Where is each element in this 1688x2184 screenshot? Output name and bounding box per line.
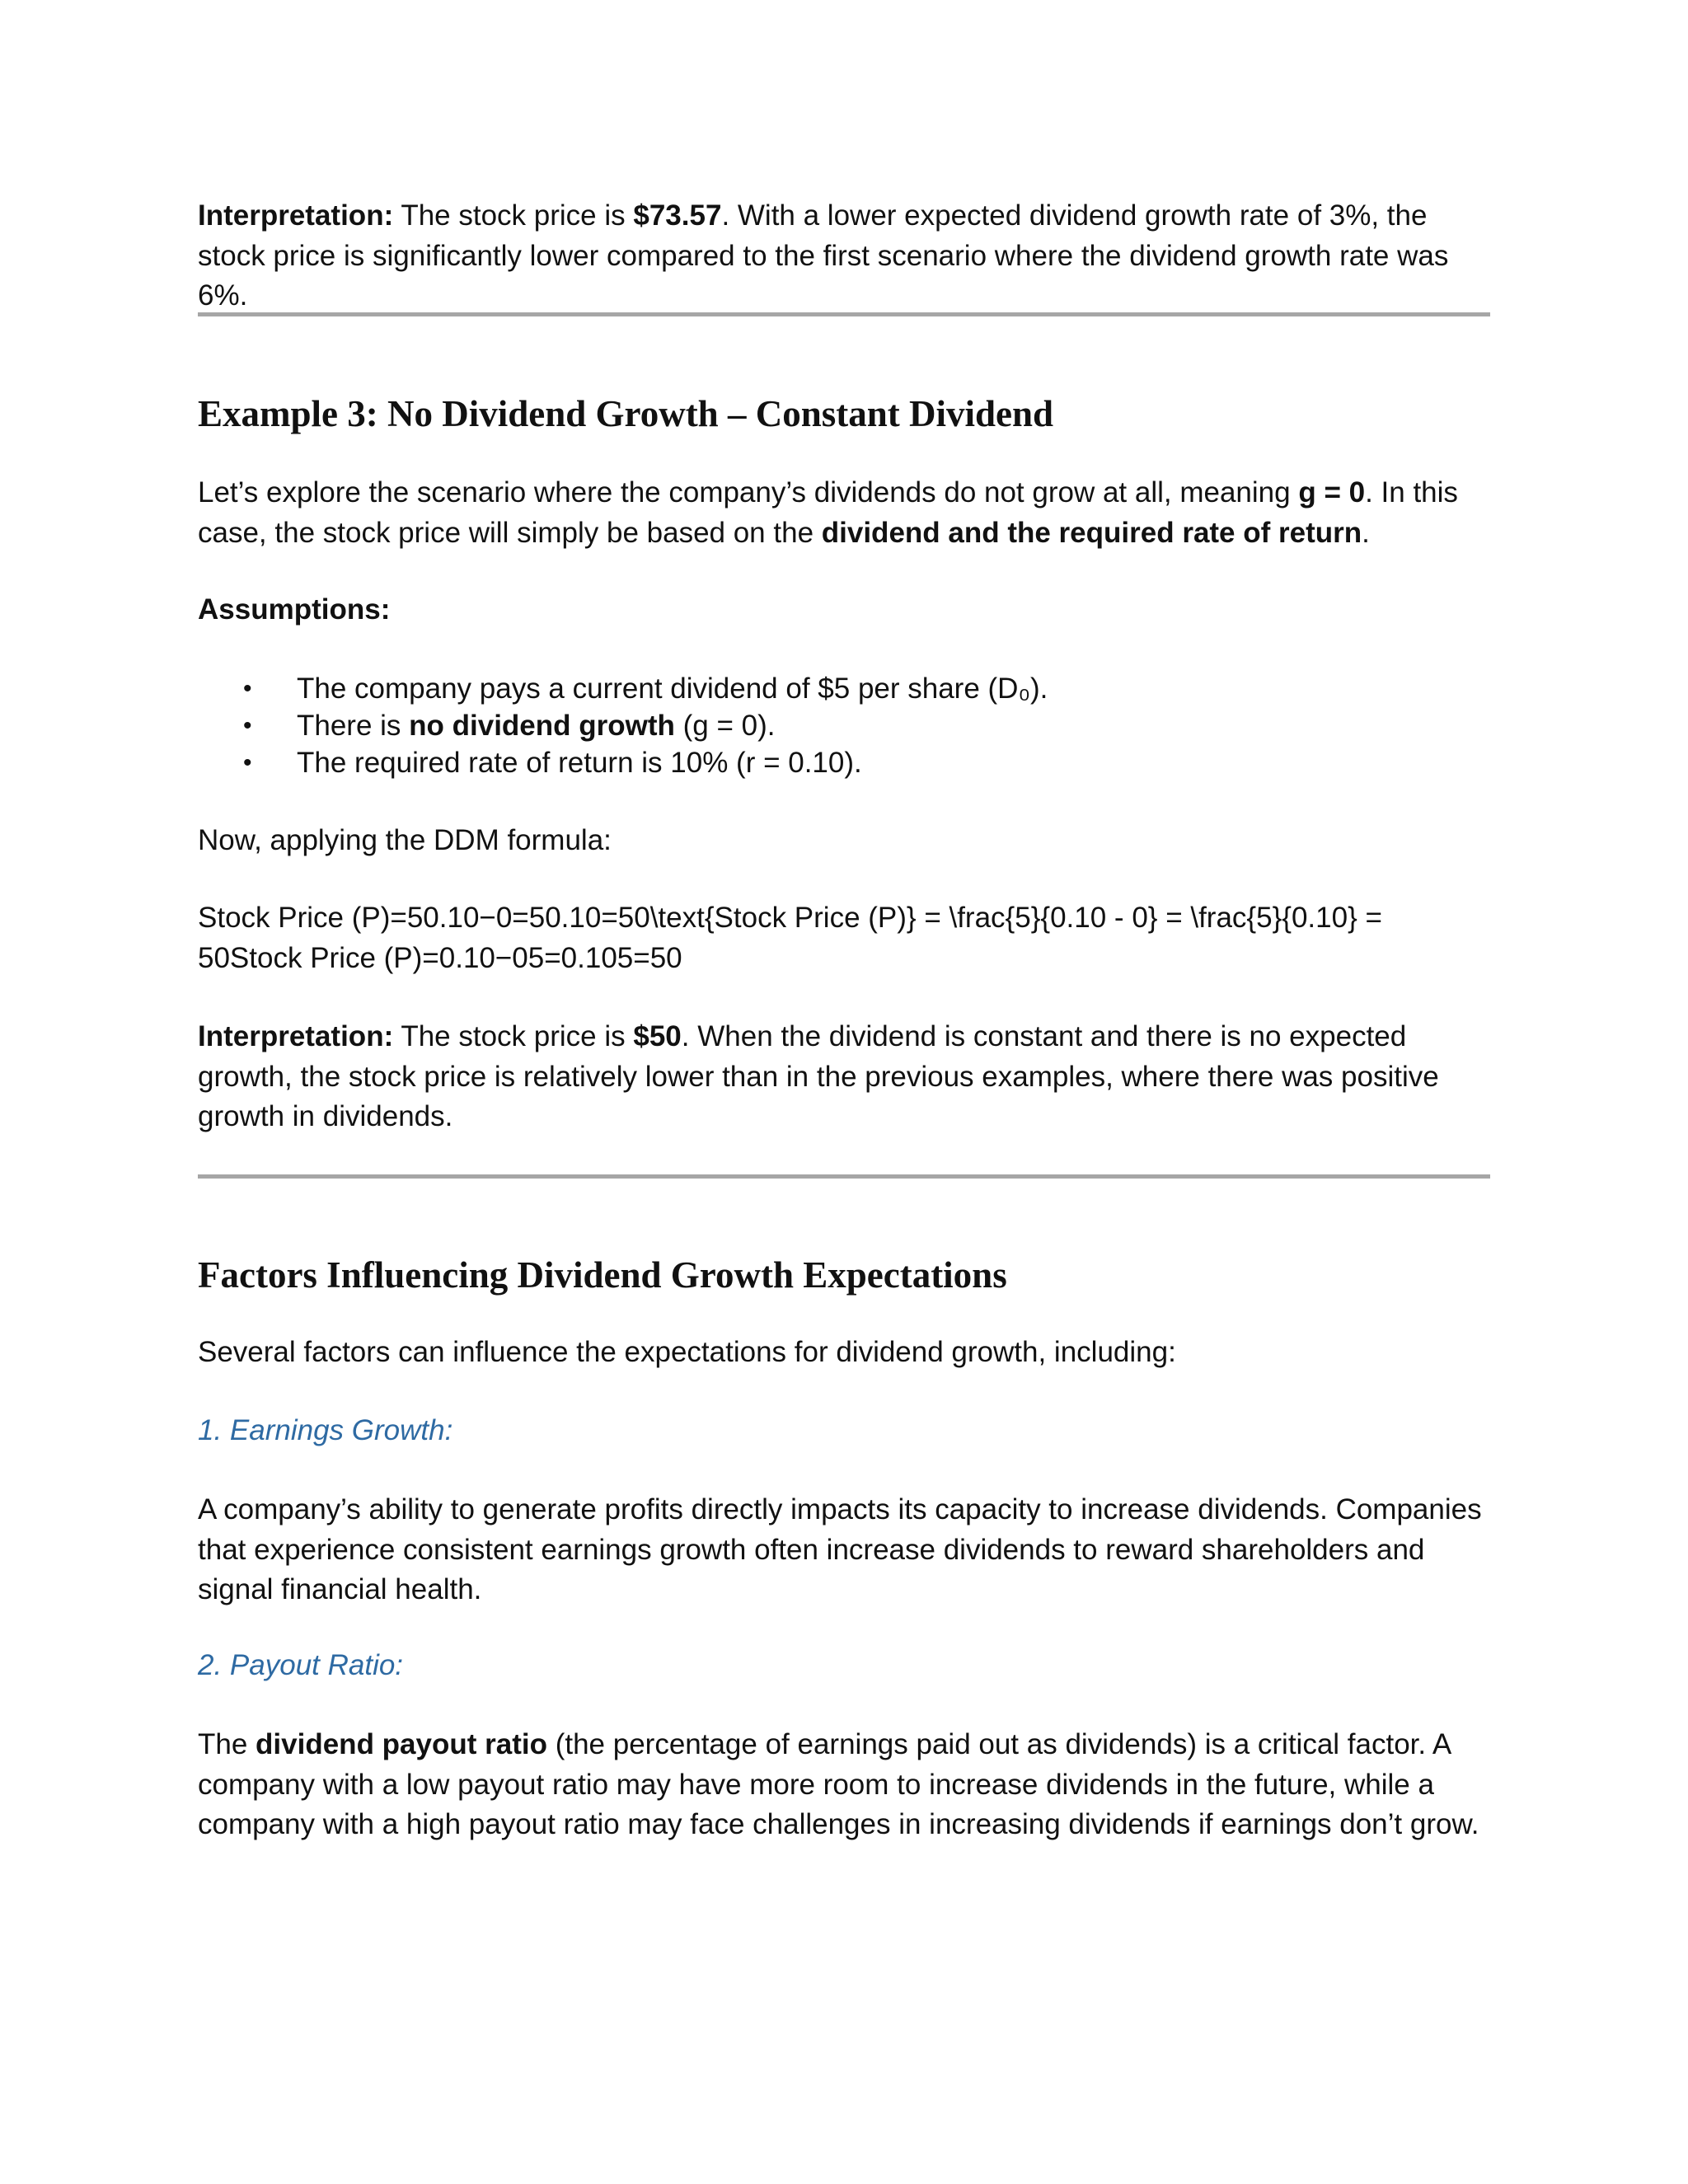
horizontal-rule xyxy=(198,1174,1490,1179)
list-item: • There is no dividend growth (g = 0). xyxy=(198,707,1490,744)
emphasis-text: dividend and the required rate of return xyxy=(821,516,1362,549)
stock-price-value: $73.57 xyxy=(633,199,722,232)
interpretation-text: The stock price is xyxy=(393,199,634,232)
formula-line-2: 50Stock Price (P)=0.10−05=0.105=50 xyxy=(198,941,682,974)
subheading-payout-ratio: 2. Payout Ratio: xyxy=(198,1649,404,1681)
emphasis-text: dividend payout ratio xyxy=(256,1728,547,1760)
section-heading-factors: Factors Influencing Dividend Growth Expectations xyxy=(198,1254,1007,1296)
assumptions-list xyxy=(198,670,1490,781)
assumptions-label: Assumptions: xyxy=(198,593,391,626)
interpretation-text: . With a lower expected dividend growth rate of 3%, the stock price is significantly lower compared to the first scenario where the dividend growth rate was 6%. xyxy=(198,199,1449,312)
formula-line-1: Stock Price (P)=50.10−0=50.10=50\text{Stock Price (P)} = \frac{5}{0.10 - 0} = \frac{5}{0.10} = xyxy=(198,902,1382,934)
bullet-icon: • xyxy=(243,712,252,739)
horizontal-rule xyxy=(198,312,1490,316)
apply-formula-text: Now, applying the DDM formula: xyxy=(198,824,612,856)
payout-ratio-paragraph: The dividend payout ratio (the percentage of earnings paid out as dividends) is a critical factor. A company with a low payout ratio may have more room to increase dividends in the future, while a company with a high payout ratio may face challenges in increasing dividends if earnings don’t grow. xyxy=(198,1728,1479,1840)
list-item: • The required rate of return is 10% (r = 0.10). xyxy=(198,744,1490,781)
bullet-icon: • xyxy=(243,749,252,776)
list-item: • The company pays a current dividend of $5 per share (D₀). xyxy=(198,670,1490,707)
subheading-earnings-growth: 1. Earnings Growth: xyxy=(198,1414,453,1446)
interpretation-label: Interpretation: xyxy=(198,1020,394,1052)
interpretation-paragraph-1 xyxy=(198,196,1490,316)
stock-price-value: $50 xyxy=(633,1020,682,1052)
earnings-growth-paragraph: A company’s ability to generate profits directly impacts its capacity to increase dividends. Companies that experience consistent earnings growth often increase dividends to reward shareholders and signal financial health. xyxy=(198,1493,1482,1605)
interpretation-label: Interpretation: xyxy=(198,199,394,232)
formula-block xyxy=(198,898,1490,978)
example-3-intro: Let’s explore the scenario where the company’s dividends do not grow at all, meaning g = 0. In this case, the stock price will simply be based on the dividend and the required rate of return. xyxy=(198,476,1458,549)
bullet-icon: • xyxy=(243,675,252,702)
g-equals-zero: g = 0 xyxy=(1298,476,1366,509)
factors-intro: Several factors can influence the expectations for dividend growth, including: xyxy=(198,1336,1176,1368)
section-heading-example-3: Example 3: No Dividend Growth – Constant Dividend xyxy=(198,393,1054,434)
interpretation-paragraph-2: Interpretation: The stock price is $50. When the dividend is constant and there is no expected growth, the stock price is relatively lower than in the previous examples, where there was positive growth in dividends. xyxy=(198,1020,1439,1132)
